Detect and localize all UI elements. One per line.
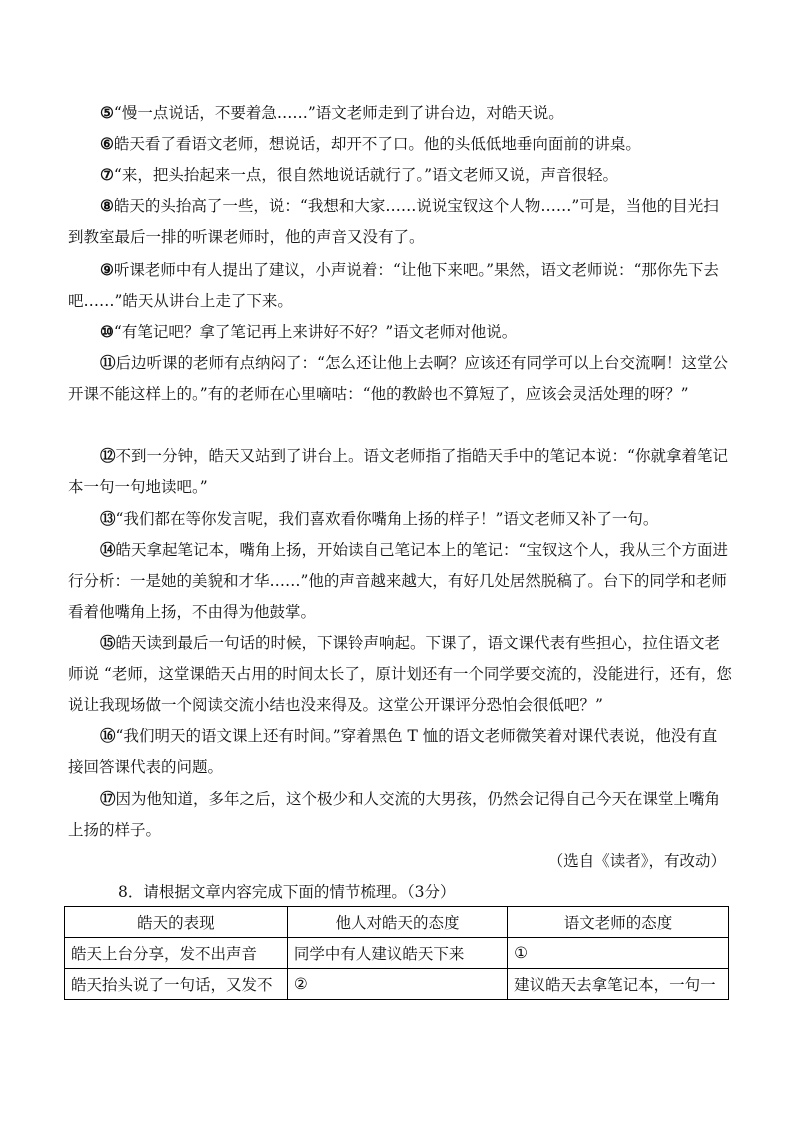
paragraph-number: ⑭ <box>100 540 116 559</box>
paragraph-number: ⑦ <box>100 165 114 184</box>
paragraph-number: ⑮ <box>100 633 116 652</box>
paragraph-9 <box>68 254 732 317</box>
paragraph-number: ⑫ <box>100 446 116 465</box>
paragraph-number: ⑬ <box>100 509 116 528</box>
paragraph-number: ⑨ <box>100 260 114 279</box>
header-cell-performance: 皓天的表现 <box>65 907 288 938</box>
plot-outline-table <box>64 906 729 1000</box>
table-row <box>65 969 729 1000</box>
paragraph-number: ⑥ <box>100 134 114 153</box>
header-cell-teacher-attitude: 语文老师的态度 <box>508 907 729 938</box>
header-cell-others-attitude: 他人对皓天的态度 <box>287 907 507 938</box>
paragraph-17 <box>68 783 732 846</box>
paragraph-text: 皓天的头抬高了一些，说：“我想和大家……说说宝钗这个人物……”可是，当他的目光扫到教室最后一排的听课老师时，他的声音又没有了。 <box>68 197 719 246</box>
paragraph-14 <box>68 534 732 628</box>
paragraph-text: “我们明天的语文课上还有时间。”穿着黑色 T 恤的语文老师微笑着对课代表说，他没有直接回答课代表的问题。 <box>68 727 718 776</box>
paragraph-number: ⑤ <box>100 103 114 122</box>
paragraph-text: 皓天读到最后一句话的时候，下课铃声响起。下课了，语文课代表有些担心，拉住语文老师说 “老师，这堂课皓天占用的时间太长了，原计划还有一个同学要交流的，没能进行，还有，您说让我现场做一个阅读交流小结也没来得及。这堂公开课评分恐怕会很低吧？” <box>68 634 732 714</box>
paragraph-5 <box>68 97 732 129</box>
paragraph-7 <box>68 159 732 191</box>
table-header-row <box>65 907 729 938</box>
paragraph-text: “有笔记吧？拿了笔记再上来讲好不好？”语文老师对他说。 <box>113 323 518 341</box>
paragraph-text: 后边听课的老师有点纳闷了：“怎么还让他上去啊？应该还有同学可以上台交流啊！这堂公开课不能这样上的。”有的老师在心里嘀咕：“他的教龄也不算短了，应该会灵活处理的呀？” <box>68 354 728 403</box>
paragraph-text: “慢一点说话，不要着急……”语文老师走到了讲台边，对皓天说。 <box>113 104 564 122</box>
paragraph-10 <box>68 316 732 348</box>
answer-blank-1[interactable]: ① <box>508 938 729 969</box>
table-cell: 建议皓天去拿笔记本，一句一 <box>508 969 729 1000</box>
paragraph-number: ⑧ <box>100 196 114 215</box>
paragraph-11 <box>68 347 732 410</box>
source-citation: （选自《读者》，有改动） <box>547 852 726 870</box>
paragraph-text: 听课老师中有人提出了建议，小声说着：“让他下来吧。”果然，语文老师说：“那你先下去吧……”皓天从讲台上走了下来。 <box>68 261 719 310</box>
paragraph-number: ⑪ <box>100 353 116 372</box>
paragraph-text: 皓天拿起笔记本，嘴角上扬，开始读自己笔记本上的笔记：“宝钗这个人，我从三个方面进行分析：一是她的美貌和才华……”他的声音越来越大，有好几处居然脱稿了。台下的同学和老师看着他嘴角上扬，不由得为他鼓掌。 <box>68 541 728 621</box>
paragraph-12 <box>68 440 732 503</box>
paragraph-text: 不到一分钟，皓天又站到了讲台上。语文老师指了指皓天手中的笔记本说：“你就拿着笔记本一句一句地读吧。” <box>68 447 728 496</box>
paragraph-text: 皓天看了看语文老师，想说话，却开不了口。他的头低低地垂向面前的讲桌。 <box>113 135 641 153</box>
table-cell: 皓天上台分享，发不出声音 <box>65 938 288 969</box>
question-8: 8．请根据文章内容完成下面的情节梳理。（3分） <box>118 883 456 901</box>
paragraph-13 <box>68 503 732 535</box>
paragraph-8 <box>68 190 732 253</box>
paragraph-16 <box>68 720 732 783</box>
table-cell: 皓天抬头说了一句话，又发不 <box>65 969 288 1000</box>
paragraph-number: ⑯ <box>100 726 116 745</box>
paragraph-text: “我们都在等你发言呢，我们喜欢看你嘴角上扬的样子！”语文老师又补了一句。 <box>115 510 659 528</box>
paragraph-text: “来，把头抬起来一点，很自然地说话就行了。”语文老师又说，声音很轻。 <box>113 166 619 184</box>
table-row <box>65 938 729 969</box>
paragraph-number: ⑩ <box>100 322 114 341</box>
paragraph-number: ⑰ <box>100 789 116 808</box>
paragraph-6 <box>68 128 732 160</box>
paragraph-15 <box>68 627 732 721</box>
table-cell: 同学中有人建议皓天下来 <box>287 938 507 969</box>
paragraph-text: 因为他知道，多年之后，这个极少和人交流的大男孩，仍然会记得自己今天在课堂上嘴角上扬的样子。 <box>68 790 721 839</box>
answer-blank-2[interactable]: ② <box>287 969 507 1000</box>
